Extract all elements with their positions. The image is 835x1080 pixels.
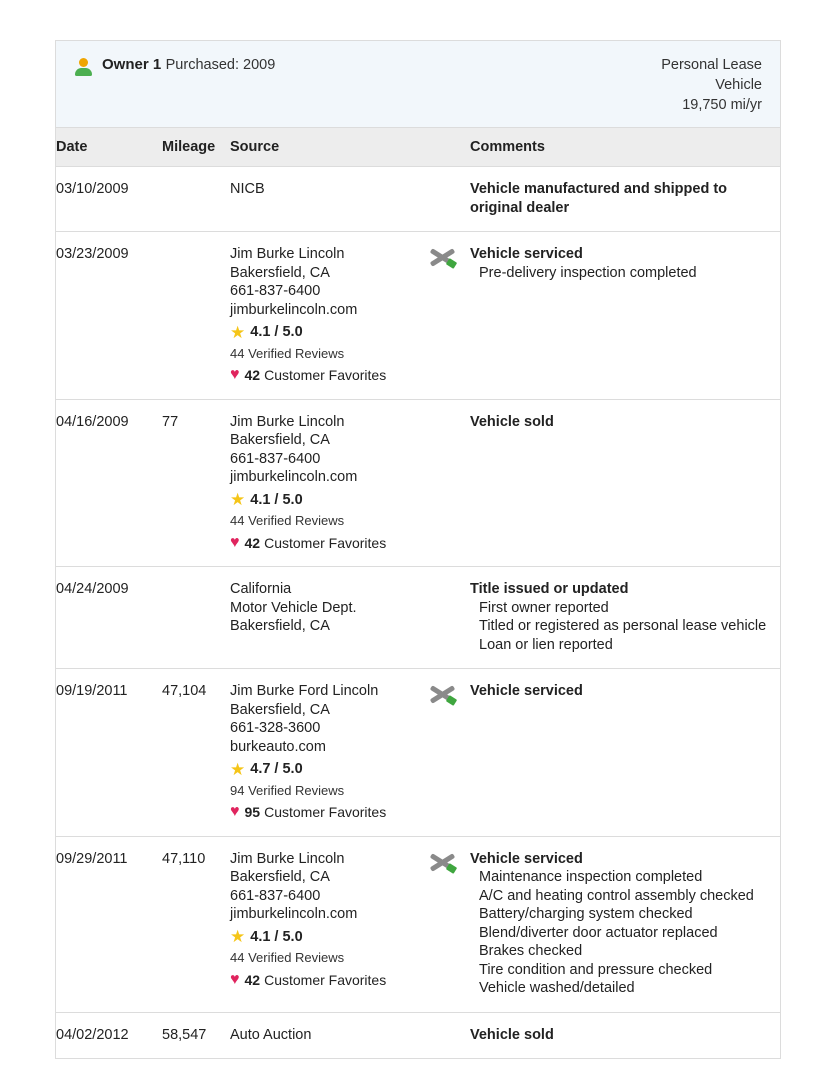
comment-item: Maintenance inspection completed xyxy=(479,869,703,885)
person-icon xyxy=(74,55,94,79)
wrench-screwdriver-icon xyxy=(430,683,456,705)
source-detail[interactable]: jimburkelincoln.com xyxy=(230,469,358,485)
history-table-body xyxy=(56,167,780,1059)
history-table xyxy=(56,128,780,1059)
table-row xyxy=(56,836,780,1012)
favorites-label: Customer Favorites xyxy=(264,534,387,551)
cell-service-icon xyxy=(430,567,470,669)
column-header-date: Date xyxy=(56,128,162,167)
cell-source xyxy=(230,669,430,837)
cell-date: 04/24/2009 xyxy=(56,567,162,669)
wrench-screwdriver-icon xyxy=(430,851,456,873)
customer-favorites xyxy=(230,366,424,385)
owner-purchased: Purchased: 2009 xyxy=(165,57,276,73)
comment-item: First owner reported xyxy=(479,599,609,616)
rating-value: 4.7 / 5.0 xyxy=(250,761,303,777)
cell-mileage: 47,110 xyxy=(162,836,230,1012)
table-row xyxy=(56,669,780,837)
table-row xyxy=(56,399,780,567)
cell-comments xyxy=(470,669,780,837)
rating-value: 4.1 / 5.0 xyxy=(250,928,303,945)
table-header-row xyxy=(56,128,780,167)
source-name: NICB xyxy=(230,181,265,197)
comment-item: Battery/charging system checked xyxy=(479,906,693,922)
verified-reviews: 44 Verified Reviews xyxy=(230,345,345,361)
favorites-count: 95 xyxy=(244,804,261,820)
source-detail: Bakersfield, CA xyxy=(230,618,330,634)
cell-comments xyxy=(470,232,780,400)
source-detail: 661-837-6400 xyxy=(230,887,321,904)
column-header-source: Source xyxy=(230,128,430,167)
cell-service-icon xyxy=(430,669,470,837)
history-table-head xyxy=(56,128,780,167)
source-detail: Motor Vehicle Dept. xyxy=(230,599,357,616)
verified-reviews: 44 Verified Reviews xyxy=(230,950,345,965)
comment-item: Pre-delivery inspection completed xyxy=(479,264,697,281)
column-header-mileage: Mileage xyxy=(162,128,230,167)
customer-favorites xyxy=(230,971,424,990)
cell-service-icon xyxy=(430,836,470,1012)
cell-source xyxy=(230,232,430,400)
comment-item: Tire condition and pressure checked xyxy=(479,961,713,978)
favorites-label: Customer Favorites xyxy=(264,804,387,820)
cell-date: 09/19/2011 xyxy=(56,669,162,837)
cell-service-icon xyxy=(430,167,470,232)
owner-header xyxy=(56,41,780,128)
comment-title: Vehicle serviced xyxy=(470,246,583,262)
wrench-screwdriver-icon xyxy=(430,246,456,268)
source-name: Jim Burke Ford Lincoln xyxy=(230,683,379,699)
column-header-icon-spacer xyxy=(430,128,470,167)
cell-service-icon xyxy=(430,399,470,567)
source-detail: Bakersfield, CA xyxy=(230,432,330,448)
comment-item: Titled or registered as personal lease vehicle xyxy=(479,618,767,634)
favorites-count: 42 xyxy=(244,534,261,551)
cell-date: 03/23/2009 xyxy=(56,232,162,400)
cell-source xyxy=(230,836,430,1012)
verified-reviews: 94 Verified Reviews xyxy=(230,782,345,798)
source-name: Jim Burke Lincoln xyxy=(230,413,345,430)
owner-text-block xyxy=(102,55,275,75)
star-icon: ★ xyxy=(230,490,246,510)
cell-date: 04/16/2009 xyxy=(56,399,162,567)
cell-service-icon xyxy=(430,1012,470,1059)
star-icon: ★ xyxy=(230,322,246,342)
comment-title: Vehicle serviced xyxy=(470,683,583,699)
cell-mileage: 58,547 xyxy=(162,1012,230,1059)
cell-source xyxy=(230,1012,430,1059)
source-detail: 661-328-3600 xyxy=(230,720,321,736)
table-row xyxy=(56,567,780,669)
source-name: Jim Burke Lincoln xyxy=(230,850,345,867)
cell-source xyxy=(230,567,430,669)
comment-item: Brakes checked xyxy=(479,943,583,959)
customer-favorites xyxy=(230,803,424,822)
favorites-count: 42 xyxy=(244,971,261,988)
comment-title: Vehicle sold xyxy=(470,413,554,430)
table-row xyxy=(56,1012,780,1059)
source-detail: 661-837-6400 xyxy=(230,283,321,299)
usage-line-1: Personal Lease xyxy=(661,57,762,73)
heart-icon: ♥ xyxy=(230,533,240,551)
rating-value: 4.1 / 5.0 xyxy=(250,491,303,508)
usage-line-2: Vehicle xyxy=(715,77,762,93)
cell-service-icon xyxy=(430,232,470,400)
cell-date: 04/02/2012 xyxy=(56,1012,162,1059)
cell-mileage xyxy=(162,232,230,400)
source-name: Auto Auction xyxy=(230,1026,312,1043)
dealer-rating xyxy=(230,760,424,779)
comment-title: Vehicle serviced xyxy=(470,850,583,867)
comment-title: Title issued or updated xyxy=(470,581,629,597)
cell-date: 03/10/2009 xyxy=(56,167,162,232)
comment-title: Vehicle manufactured and shipped to original dealer xyxy=(470,181,728,216)
star-icon: ★ xyxy=(230,927,246,947)
favorites-label: Customer Favorites xyxy=(264,367,387,383)
cell-comments xyxy=(470,836,780,1012)
table-row xyxy=(56,167,780,232)
source-detail: Bakersfield, CA xyxy=(230,264,330,281)
usage-line-3: 19,750 mi/yr xyxy=(682,97,762,113)
source-detail: Bakersfield, CA xyxy=(230,869,330,885)
cell-comments xyxy=(470,1012,780,1059)
heart-icon: ♥ xyxy=(230,366,240,384)
cell-mileage xyxy=(162,567,230,669)
source-detail[interactable]: jimburkelincoln.com xyxy=(230,906,358,922)
owner-history-card xyxy=(55,40,781,1059)
customer-favorites xyxy=(230,534,424,553)
dealer-rating xyxy=(230,491,424,510)
source-detail: Bakersfield, CA xyxy=(230,701,330,718)
cell-comments xyxy=(470,167,780,232)
cell-mileage xyxy=(162,167,230,232)
rating-value: 4.1 / 5.0 xyxy=(250,324,303,340)
table-row xyxy=(56,232,780,400)
cell-comments xyxy=(470,399,780,567)
favorites-label: Customer Favorites xyxy=(264,971,387,988)
source-name: California xyxy=(230,581,292,597)
source-detail[interactable]: burkeauto.com xyxy=(230,738,326,755)
owner-identity xyxy=(74,55,275,79)
source-detail[interactable]: jimburkelincoln.com xyxy=(230,301,358,318)
source-name: Jim Burke Lincoln xyxy=(230,246,345,262)
dealer-rating xyxy=(230,928,424,947)
comment-item: Blend/diverter door actuator replaced xyxy=(479,924,718,941)
comment-item: A/C and heating control assembly checked xyxy=(479,887,754,904)
comment-title: Vehicle sold xyxy=(470,1026,554,1043)
owner-title: Owner 1 xyxy=(102,56,162,73)
star-icon: ★ xyxy=(230,759,246,779)
column-header-comments: Comments xyxy=(470,128,780,167)
cell-comments xyxy=(470,567,780,669)
favorites-count: 42 xyxy=(244,367,261,383)
comment-item: Vehicle washed/detailed xyxy=(479,980,635,996)
cell-date: 09/29/2011 xyxy=(56,836,162,1012)
comment-item: Loan or lien reported xyxy=(479,636,613,653)
heart-icon: ♥ xyxy=(230,970,240,988)
cell-mileage: 47,104 xyxy=(162,669,230,837)
dealer-rating xyxy=(230,323,424,342)
cell-source xyxy=(230,399,430,567)
verified-reviews: 44 Verified Reviews xyxy=(230,513,345,528)
heart-icon: ♥ xyxy=(230,803,240,821)
cell-source xyxy=(230,167,430,232)
owner-usage xyxy=(661,55,762,115)
source-detail: 661-837-6400 xyxy=(230,450,321,467)
cell-mileage: 77 xyxy=(162,399,230,567)
